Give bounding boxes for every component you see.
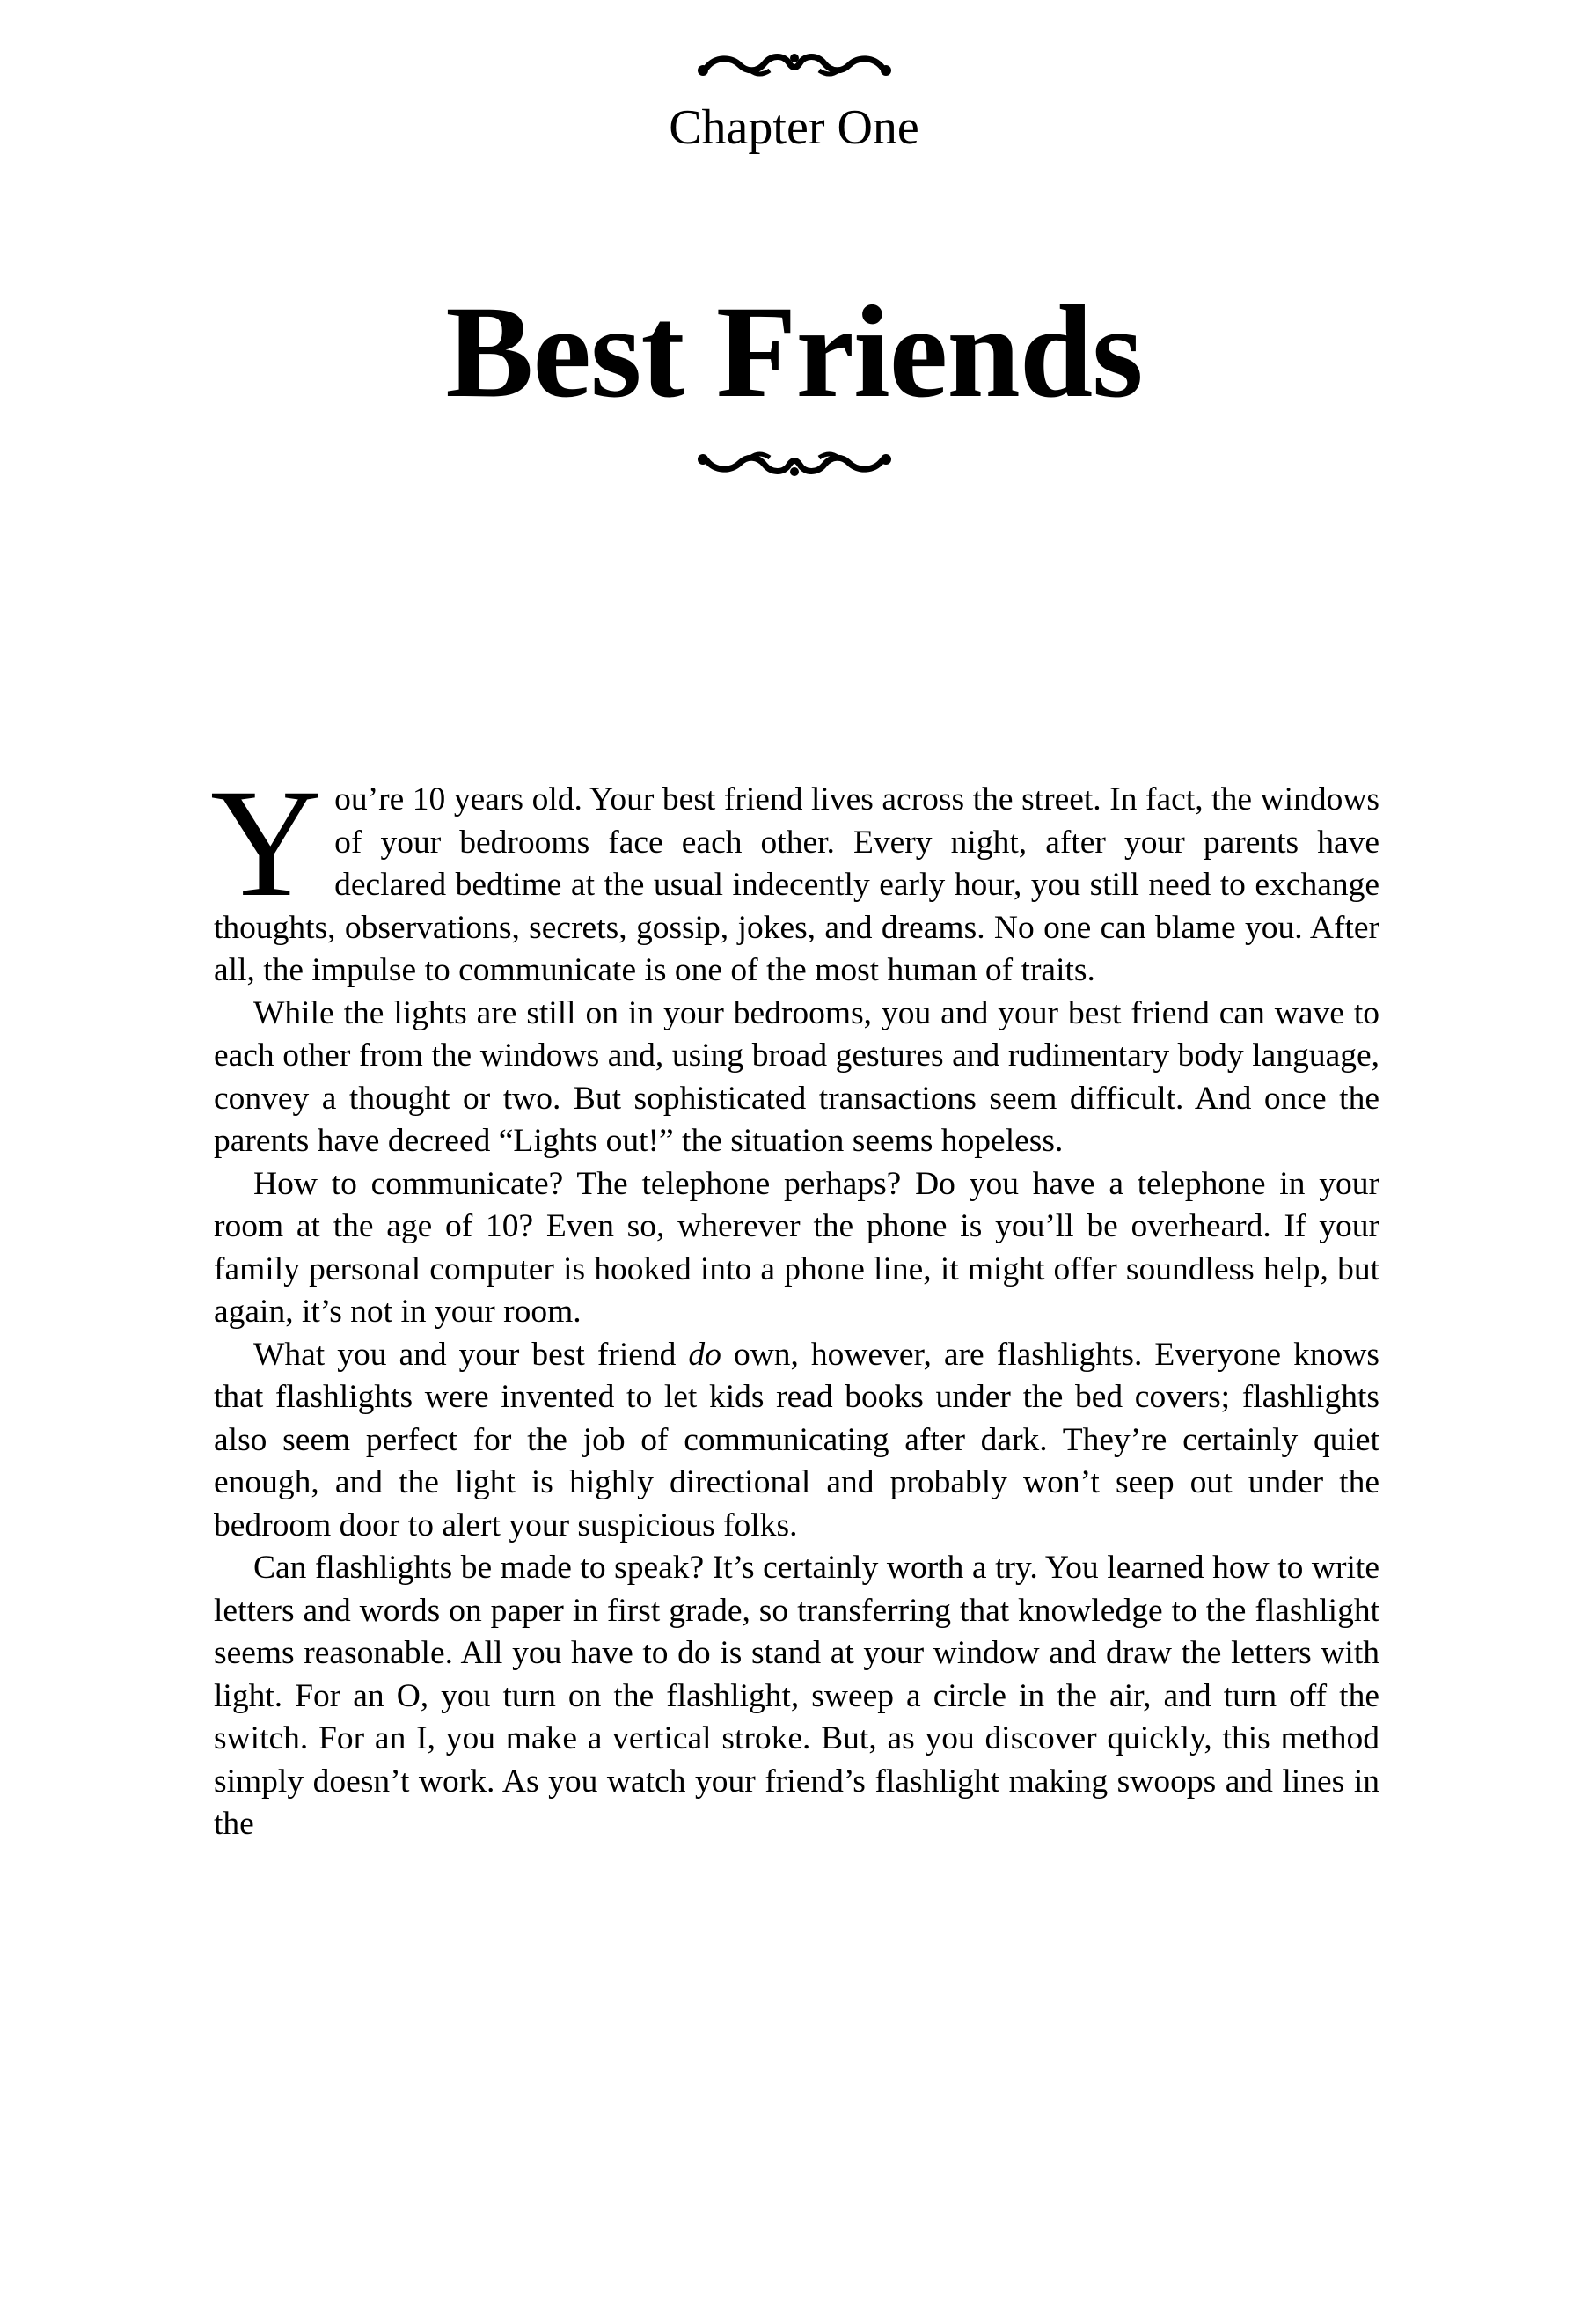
paragraph: While the lights are still on in your bedrooms, you and your best friend can wave to each other from the windows and, using broad gestures and rudimentary body language, convey a thought or two. But sophisticated transactions seem difficult. And once the parents have decreed “Lights out!” the situation seems hopeless. bbox=[214, 994, 1379, 1159]
paragraph: Can flashlights be made to speak? It’s certainly worth a try. You learned how to write letters and words on paper in first grade, so transferring that knowledge to the flashlight seems reasonable. All you have to do is stand at your window and draw the letters with light. For an O, you turn on the flashlight, sweep a circle in the air, and turn off the switch. For an I, you make a vertical stroke. But, as you discover quickly, this method simply doesn’t work. As you watch your friend’s flashlight making swoops and lines in the bbox=[214, 1550, 1379, 1842]
chapter-title: Best Friends bbox=[445, 279, 1143, 425]
emphasis-text: do bbox=[688, 1336, 721, 1373]
paragraph bbox=[210, 758, 1379, 993]
chapter-label: Chapter One bbox=[669, 100, 919, 155]
flourish-ornament-icon bbox=[689, 440, 900, 484]
drop-cap: Y bbox=[210, 758, 323, 929]
paragraph-text: own, however, are flashlights. Everyone knows that flashlights were invented to let kids read books under the bed covers; flashlights also seem perfect for the job of communicating after dark. They’re certainly quiet enough, and the light is highly directional and probably won’t seep out under the bedroom door to alert your suspicious folks. bbox=[214, 1336, 1379, 1543]
paragraph bbox=[214, 1334, 1379, 1548]
paragraph-text: What you and your best friend bbox=[253, 1336, 689, 1373]
body-text bbox=[210, 758, 1379, 1846]
flourish-ornament-icon bbox=[689, 44, 900, 88]
paragraph: How to communicate? The telephone perhaps? Do you have a telephone in your room at the age of 10? Even so, wherever the phone is you’ll be overheard. If your family personal computer is hooked into a phone line, it might offer soundless help, but again, it’s not in your room. bbox=[214, 1165, 1379, 1330]
paragraph-text: ou’re 10 years old. Your best friend lives across the street. In fact, the windows of your bedrooms face each other. Every night, after your parents have declared bedtime at the usual indecently early hour, you still need to exchange thoughts, observations, secrets, gossip, jokes, and dreams. No one can blame you. After all, the impulse to communicate is one of the most human of traits. bbox=[214, 781, 1379, 988]
